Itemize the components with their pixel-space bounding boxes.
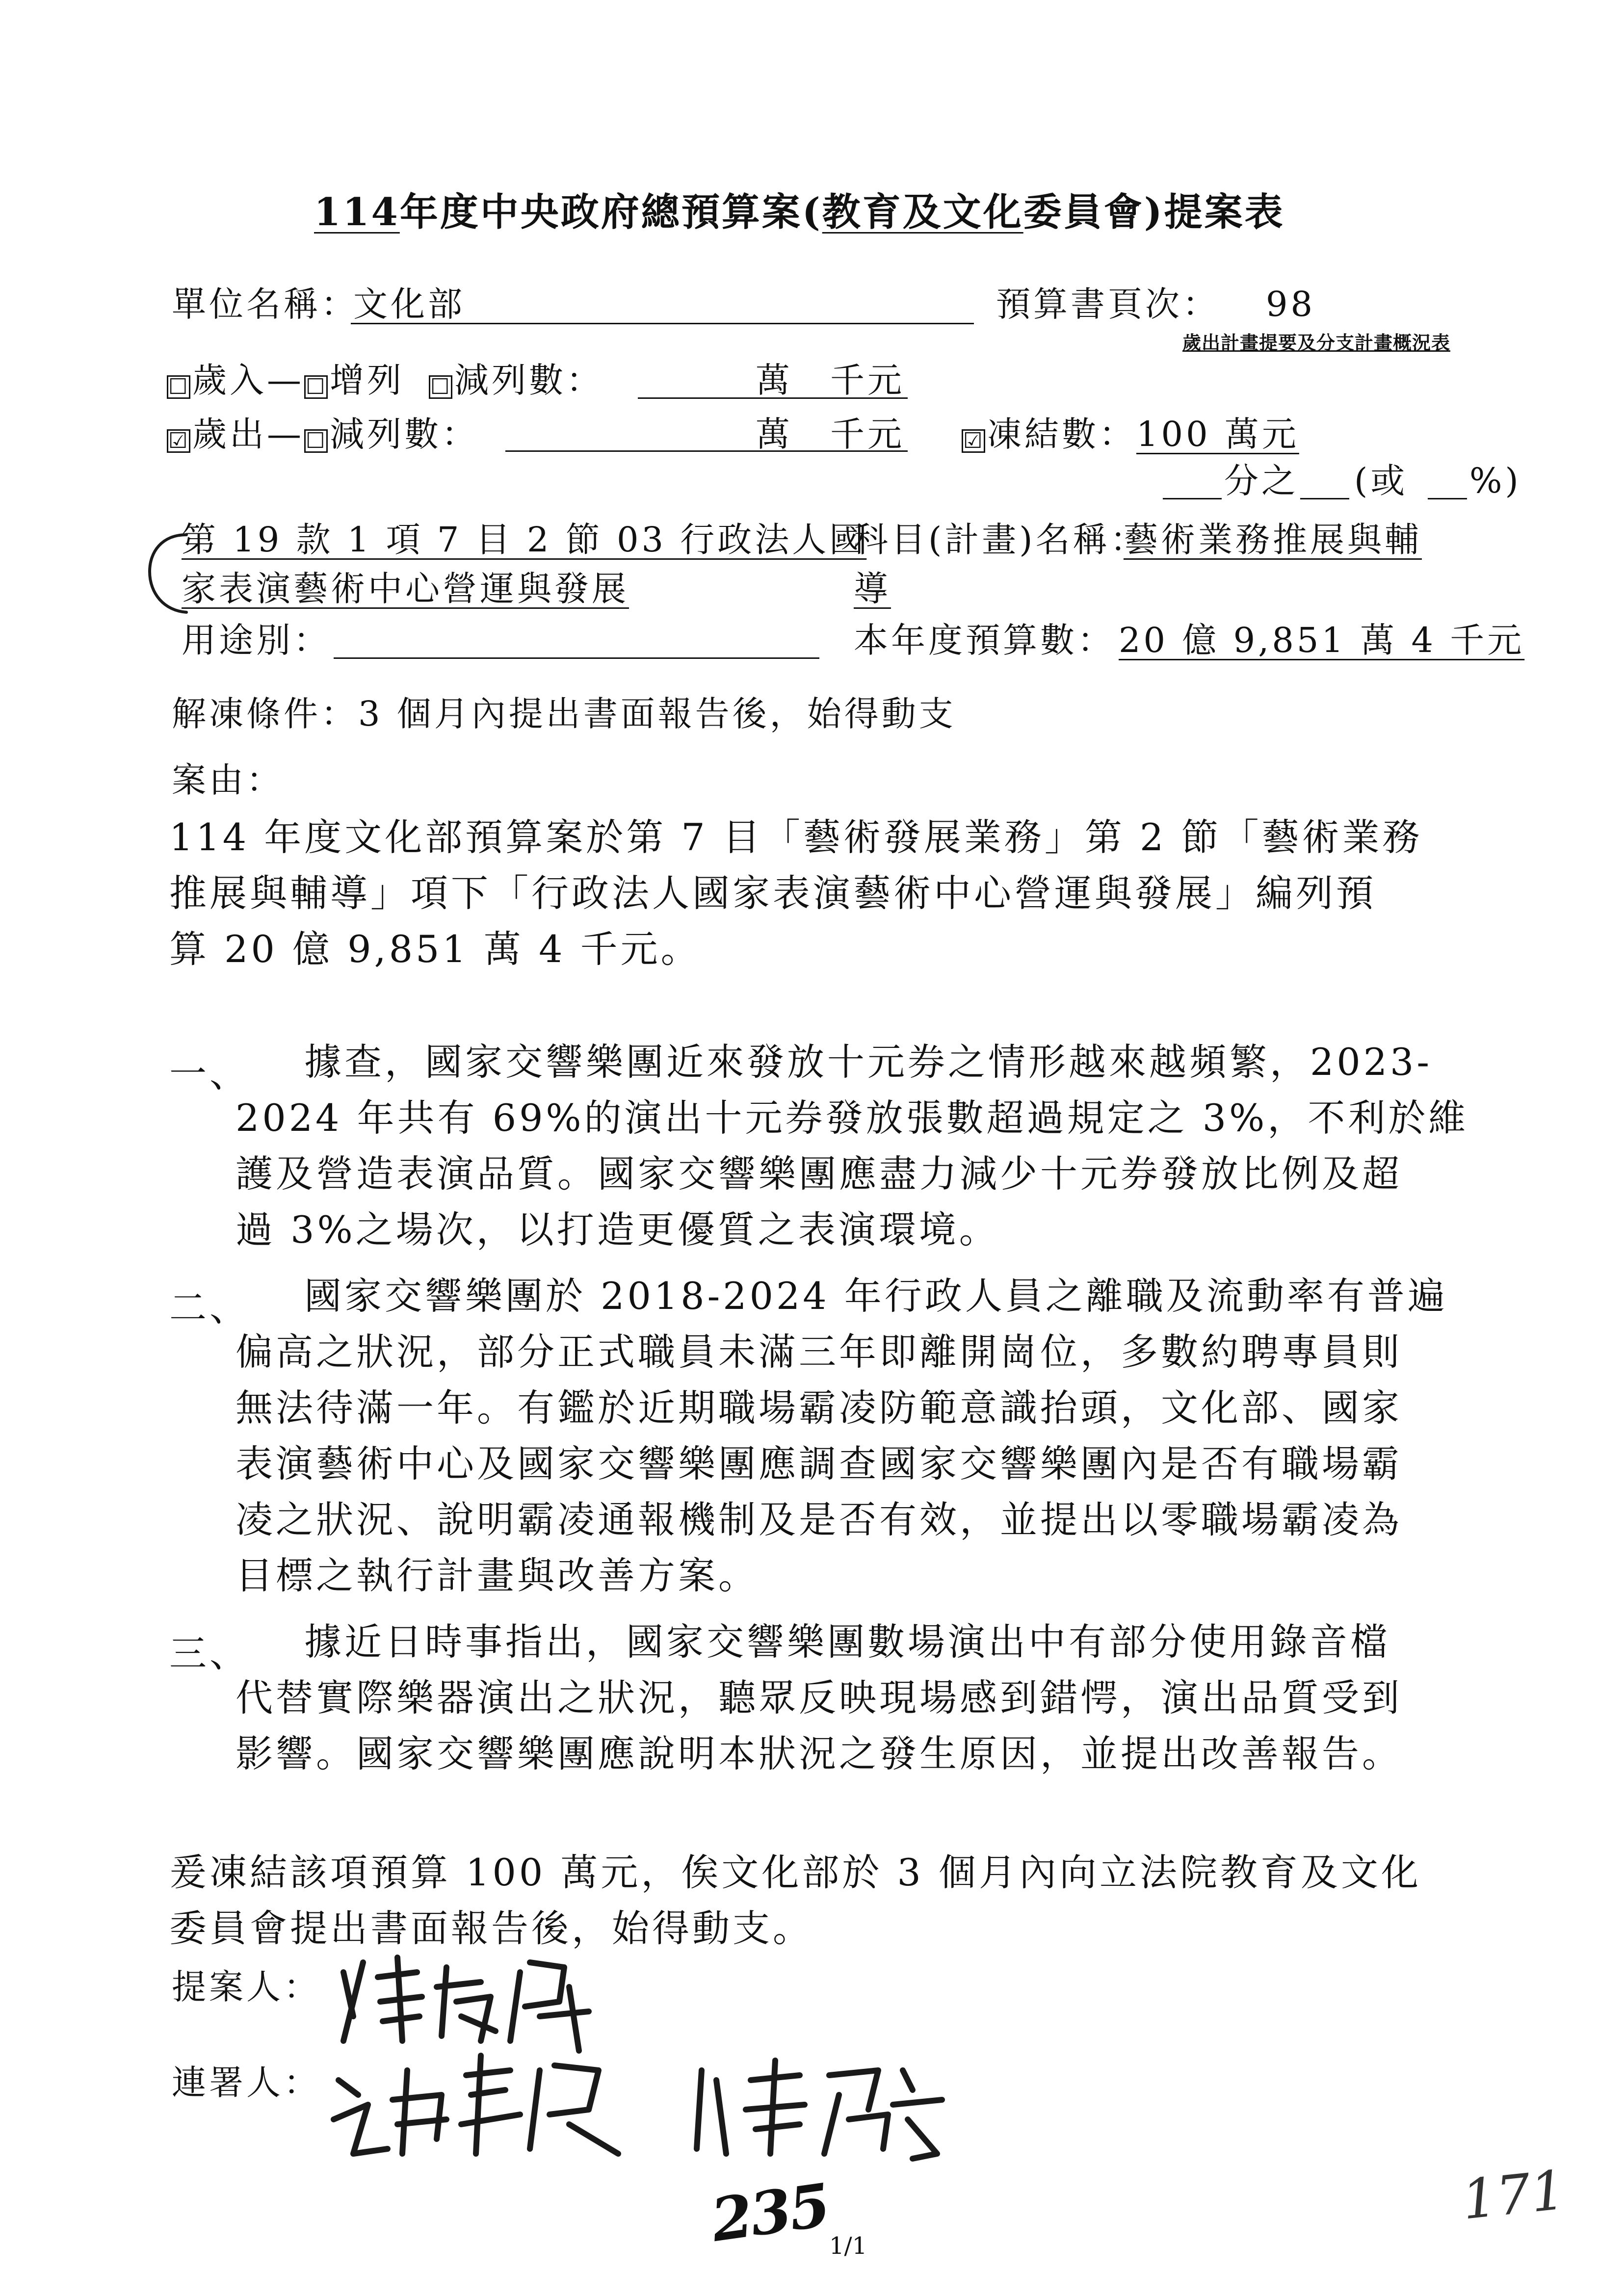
title-year: 114 — [314, 190, 400, 235]
item-line: 偏高之狀況，部分正式職員未滿三年即離開崗位，多數約聘專員則 — [236, 1330, 1402, 1374]
unit-underline — [351, 323, 974, 324]
freeze-row — [962, 414, 1299, 454]
page-title — [314, 182, 1285, 236]
freeze-value: 100 萬元 — [1136, 414, 1299, 454]
fraction-part2: (或 — [1354, 461, 1408, 501]
title-end: 委員會)提案表 — [1023, 190, 1285, 235]
conclusion-line: 爰凍結該項預算 100 萬元，俟文化部於 3 個月內向立法院教育及文化 — [169, 1851, 1422, 1894]
item-line: 2024 年共有 69%的演出十元券發放張數超過規定之 3%，不利於維 — [236, 1096, 1469, 1140]
reason-item-1-label: 一、 — [169, 1052, 250, 1096]
reason-item-1 — [236, 1034, 1468, 1258]
reason-intro — [169, 809, 1423, 977]
item-line: 目標之執行計畫與改善方案。 — [236, 1554, 759, 1597]
usage-label: 用途別： — [182, 620, 331, 660]
title-committee: 教育及文化 — [822, 190, 1023, 235]
item-line: 代替實際樂器演出之狀況，聽眾反映現場感到錯愕，演出品質受到 — [236, 1676, 1402, 1720]
reason-item-2 — [236, 1268, 1448, 1604]
fraction-part1: 分之 — [1224, 461, 1299, 501]
fraction-line-2 — [1300, 498, 1349, 499]
subject-line-2: 導 — [854, 569, 891, 609]
budget-value: 20 億 9,851 萬 4 千元 — [1119, 620, 1525, 660]
expense-unit: 萬 千元 — [756, 414, 905, 454]
expense-checkbox[interactable]: ☑ — [167, 429, 190, 453]
expense-reduce-label: 減列數： — [330, 414, 479, 454]
expense-reduce-checkbox[interactable]: ☐ — [304, 429, 328, 453]
expense-row — [167, 414, 479, 454]
item-line: 表演藝術中心及國家交響樂團應調查國家交響樂團內是否有職場霸 — [236, 1442, 1402, 1486]
item-line: 據查，國家交響樂團近來發放十元券之情形越來越頻繁，2023- — [304, 1040, 1433, 1084]
title-mid: 年度中央政府總預算案( — [399, 190, 822, 235]
reduce-checkbox[interactable]: ☐ — [429, 375, 452, 399]
cosigner-label: 連署人： — [172, 2062, 321, 2103]
subject-label: 科目(計畫)名稱： — [854, 520, 1148, 560]
intro-line: 推展與輔導」項下「行政法人國家表演藝術中心營運與發展」編列預 — [169, 871, 1376, 915]
freeze-label: 凍結數： — [987, 414, 1136, 454]
page-note: 歲出計畫提要及分支計畫概況表 — [1182, 332, 1451, 354]
item-line: 護及營造表演品質。國家交響樂團應盡力減少十元券發放比例及超 — [236, 1152, 1402, 1196]
fraction-part3: %) — [1469, 461, 1521, 501]
conclusion-line: 委員會提出書面報告後，始得動支。 — [169, 1906, 813, 1950]
revenue-unit: 萬 千元 — [756, 360, 905, 400]
fraction-line-1 — [1163, 498, 1222, 499]
item-line: 無法待滿一年。有鑑於近期職場霸凌防範意識抬頭，文化部、國家 — [236, 1386, 1402, 1430]
reduce-label: 減列數： — [454, 360, 603, 400]
corner-number: 171 — [1459, 2158, 1569, 2232]
unfreeze-value: 3 個月內提出書面報告後，始得動支 — [358, 694, 956, 734]
item-line: 影響。國家交響樂團應說明本狀況之發生原因，並提出改善報告。 — [236, 1732, 1402, 1775]
item-line: 凌之狀況、說明霸凌通報機制及是否有效，並提出以零職場霸凌為 — [236, 1498, 1402, 1541]
page-counter: 1/1 — [829, 2232, 867, 2260]
revenue-label: 歲入— — [192, 360, 304, 400]
page-number-label: 預算書頁次： — [996, 284, 1220, 324]
usage-underline — [334, 657, 819, 659]
fraction-line-3 — [1428, 498, 1467, 499]
unfreeze-condition — [172, 694, 956, 734]
unit-label: 單位名稱： — [172, 284, 358, 324]
revenue-row — [167, 360, 603, 400]
unit-value: 文化部 — [353, 284, 465, 324]
revenue-checkbox[interactable]: ☐ — [167, 375, 190, 399]
stamp-number: 235 — [707, 2170, 833, 2255]
subject-line-1: 藝術業務推展與輔 — [1124, 520, 1422, 560]
reason-item-3-label: 三、 — [169, 1632, 250, 1675]
item-line-1: 第 19 款 1 項 7 目 2 節 03 行政法人國 — [182, 520, 867, 560]
intro-line: 114 年度文化部預算案於第 7 目「藝術發展業務」第 2 節「藝術業務 — [169, 815, 1423, 859]
item-line-2: 家表演藝術中心營運與發展 — [182, 569, 629, 609]
reason-item-3 — [236, 1614, 1402, 1782]
item-line: 據近日時事指出，國家交響樂團數場演出中有部分使用錄音檔 — [304, 1620, 1390, 1664]
budget-label: 本年度預算數： — [854, 620, 1115, 660]
item-line: 過 3%之場次，以打造更優質之表演環境。 — [236, 1208, 999, 1252]
increase-label: 增列 — [330, 360, 404, 400]
conclusion — [169, 1845, 1421, 1957]
reason-label: 案由： — [172, 760, 284, 800]
freeze-checkbox[interactable]: ☑ — [962, 429, 985, 453]
expense-label: 歲出— — [192, 414, 304, 454]
cosigner-signature-2 — [682, 2051, 957, 2168]
increase-checkbox[interactable]: ☐ — [304, 375, 328, 399]
intro-line: 算 20 億 9,851 萬 4 千元。 — [169, 927, 701, 971]
cosigner-signature-1 — [324, 2041, 628, 2168]
reason-item-2-label: 二、 — [169, 1286, 250, 1330]
page-number-value: 98 — [1266, 284, 1316, 324]
proposer-label: 提案人： — [172, 1967, 321, 2007]
item-line: 國家交響樂團於 2018-2024 年行政人員之離職及流動率有普遍 — [304, 1274, 1448, 1318]
unfreeze-label: 解凍條件： — [172, 694, 358, 734]
